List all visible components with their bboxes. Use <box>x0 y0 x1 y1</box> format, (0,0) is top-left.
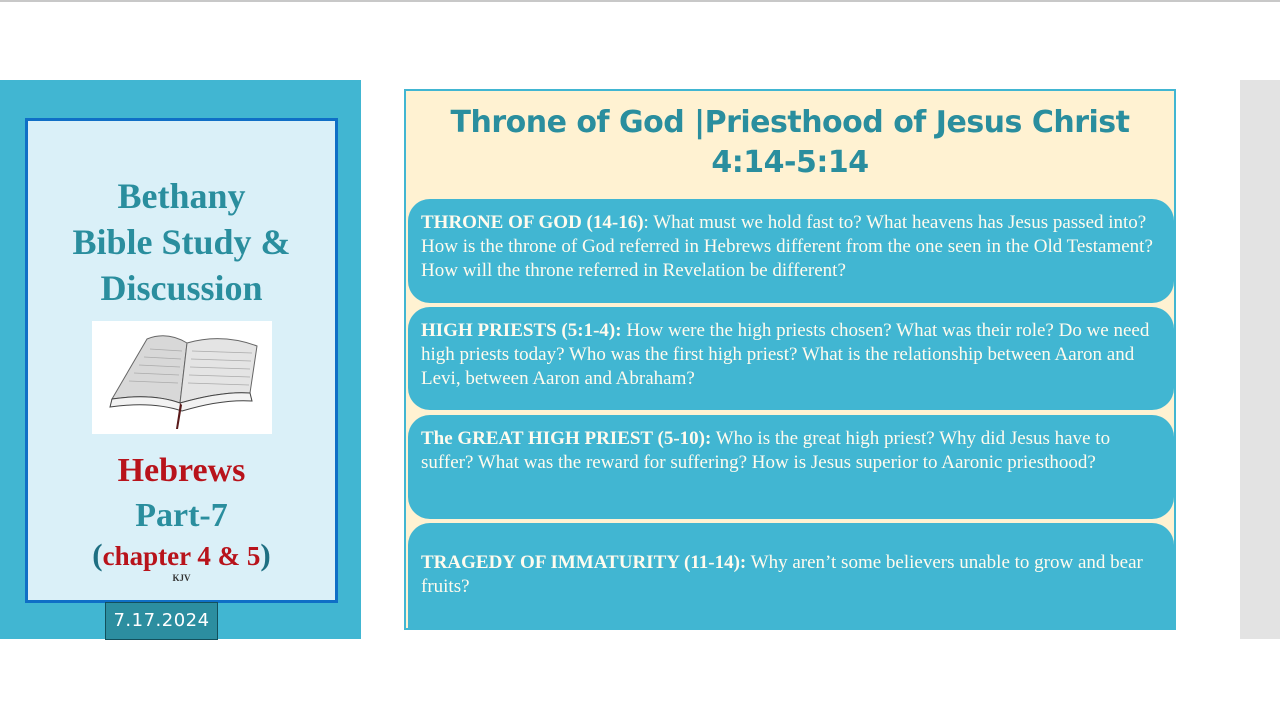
chapter-text: chapter 4 & 5 <box>102 541 261 571</box>
part-number: Part-7 <box>135 497 228 534</box>
topic-card-high-priests <box>408 307 1174 410</box>
topic-label: HIGH PRIESTS (5:1-4): <box>421 320 622 341</box>
topic-label: The GREAT HIGH PRIEST (5-10): <box>421 428 712 449</box>
title-line-2: Bible Study & <box>72 222 291 262</box>
slide-title-line-2: 4:14-5:14 <box>711 145 869 180</box>
topic-text: Who is the great high priest? Why did Jesus have to suffer? What was the reward for suffering? How is Jesus superior to Aaronic priesthood? <box>421 428 1111 473</box>
topic-card-throne-of-god <box>408 199 1174 303</box>
date-badge: 7.17.2024 <box>105 602 218 640</box>
open-bible-icon <box>92 321 272 434</box>
title-line-1: Bethany <box>117 176 246 216</box>
title-card <box>25 118 338 603</box>
chapter-range <box>28 539 335 572</box>
topic-label: THRONE OF GOD (14-16) <box>421 212 644 233</box>
chapter-open-paren: ( <box>92 537 103 572</box>
slide-title <box>406 91 1174 199</box>
book-name: Hebrews <box>117 452 246 489</box>
topic-text: : What must we hold fast to? What heavens has Jesus passed into? How is the throne of God referred in Hebrews different from the one seen in the Old Testament? How will the throne referred in Revelation be different? <box>421 212 1153 281</box>
topic-label: TRAGEDY OF IMMATURITY (11-14): <box>421 552 747 573</box>
next-slide-edge <box>1240 80 1280 639</box>
topic-text: How were the high priests chosen? What was their role? Do we need high priests today? Who was the first high priest? What is the relationship between Aaron and Levi, between Aaron and Abraham? <box>421 320 1150 389</box>
chapter-close-paren: ) <box>260 537 271 572</box>
title-line-3: Discussion <box>100 268 263 308</box>
study-title <box>28 173 335 311</box>
top-divider <box>0 0 1280 2</box>
topic-card-great-high-priest <box>408 415 1174 519</box>
topic-text: Why aren’t some believers unable to grow and bear fruits? <box>421 552 1143 597</box>
title-slide-thumbnail <box>0 80 361 639</box>
slide-title-line-1: Throne of God |Priesthood of Jesus Christ <box>450 105 1130 140</box>
bible-version: KJV <box>172 573 191 583</box>
main-slide <box>404 89 1176 630</box>
topic-card-tragedy-of-immaturity <box>408 523 1174 629</box>
